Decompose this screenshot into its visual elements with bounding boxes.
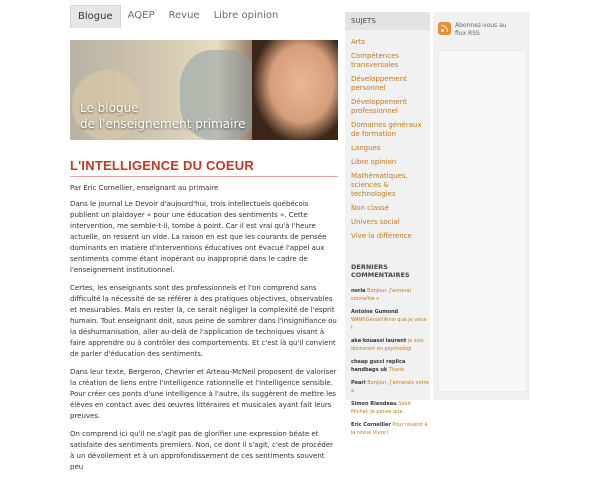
comment-excerpt[interactable]: je suis doctorant en psychologi [351, 338, 424, 352]
subject-link-libre-opinion[interactable]: Libre opinion [351, 158, 397, 166]
comment-author: Pearl [351, 380, 366, 386]
subject-link-vive-la-difference[interactable]: Vive la différence [351, 232, 412, 240]
main-nav [70, 5, 285, 27]
recent-comments-list [351, 287, 430, 437]
rss-subscribe[interactable] [438, 22, 515, 38]
subjects-heading: SUJETS [345, 12, 430, 30]
comment-author: noria [351, 288, 366, 294]
comments-heading: DERNIERS COMMENTAIRES [351, 263, 410, 279]
article-paragraph-4: On comprend ici qu'il ne s'agit pas de glorifier une expression béate et satisfaite des sentiments premiers. Non, ce dont il s'agit, c'est de procéder à un dévoilement et à un approfondissement de ces sentiments souvent peu [70, 430, 334, 471]
subject-link-non-classe[interactable]: Non classé [351, 204, 389, 212]
sidebar [345, 12, 430, 436]
nav-item-blogue[interactable]: Blogue [70, 5, 121, 28]
comment-item[interactable] [351, 358, 430, 374]
subject-link-dev-professionnel[interactable]: Développement professionnel [351, 98, 407, 115]
comment-item[interactable] [351, 379, 430, 395]
nav-item-aqep[interactable]: AQEP [127, 10, 155, 21]
article [70, 158, 338, 480]
subject-link-dev-personnel[interactable]: Développement personnel [351, 75, 407, 92]
comment-excerpt[interactable]: WAW!Génial!Ainsi que je veux t [351, 317, 427, 331]
banner-caption-line-1: Le blogue [80, 101, 139, 115]
comment-author: cheap gucci replica handbags uk [351, 359, 406, 373]
title-divider [70, 176, 338, 177]
nav-item-revue[interactable]: Revue [168, 10, 200, 21]
banner-caption [80, 100, 246, 132]
subject-link-competences[interactable]: Compétences transversales [351, 52, 400, 69]
rss-icon[interactable] [438, 22, 451, 35]
subjects-list [351, 38, 430, 241]
post-title[interactable]: L'INTELLIGENCE DU COEUR [70, 158, 254, 173]
comment-excerpt[interactable]: Salut Michel, Je pense que [351, 401, 412, 415]
subject-link-arts[interactable]: Arts [351, 38, 366, 46]
comment-excerpt[interactable]: Bonjour. J'aimerai connaître v [351, 288, 411, 302]
comment-excerpt[interactable]: Bonjour, J'aimerais votre a [351, 380, 429, 394]
comment-author: aka kouassi laurent [351, 338, 407, 344]
comment-excerpt[interactable]: Thank [388, 367, 405, 373]
comment-item[interactable] [351, 308, 430, 332]
header-banner[interactable] [70, 40, 338, 140]
article-paragraph-1: Dans le journal Le Devoir d'aujourd'hui, trois intellectuels québécois publient un plaidoyer « pour une éducation des sentiments ». Cette intervention, me semble-t-il, tombe à point. Car il est vrai qu'à l'heure actuelle, on ressent un vide. La raison en est que les courants de pensée dominants en matière d'interventions éducatives ont évacué l'appel aux sentiments comme étant inopérant ou inapproprié dans le cadre de l'enseignement institutionnel. [70, 200, 327, 274]
byline: Par Éric Cornellier, enseignant au primaire [70, 184, 219, 192]
comment-author: Antoine Gumond [351, 309, 399, 315]
comment-item[interactable] [351, 287, 430, 303]
rss-label[interactable]: Abonnez-vous au flux RSS [455, 22, 507, 37]
subject-link-langues[interactable]: Langues [351, 144, 381, 152]
article-paragraph-3: Dans leur texte, Bergeron, Chevrier et Arteau-McNeil proposent de valoriser la création de liens entre l'intelligence rationnelle et l'intelligence sensible. Pour créer ces ponts d'une intelligence à l'autre, ils suggèrent de mettre les élèves en contact avec des œuvres littéraires et musicales ayant fait leurs preuves. [70, 368, 337, 420]
comment-excerpt[interactable]: Pour revenir à la revue Vivre l [351, 422, 428, 436]
banner-caption-line-2: de l'enseignement primaire [80, 117, 246, 131]
widget-area [438, 50, 527, 392]
banner-photo-girl [252, 40, 338, 140]
comment-item[interactable] [351, 400, 430, 416]
subject-link-maths[interactable]: Mathématiques, sciences & technologies [351, 172, 408, 198]
subject-link-univers-social[interactable]: Univers social [351, 218, 400, 226]
right-column [433, 12, 530, 400]
article-paragraph-2: Certes, les enseignants sont des professionnels et l'on comprend sans difficulté la nécessité de se référer à des pratiques objectives, observables et mesurables. Mais en rester là, ce serait négliger la complexité de l'esprit humain. Tout enseignant doit, sous peine de sombrer dans l'insignifiance ou la déshumanisation, aller au-delà de l'application de techniques visant à faire apprendre ou à contrôler des comportements. Et c'est là qu'il convient de parler d'éducation des sentiments. [70, 284, 337, 358]
subject-link-domaines[interactable]: Domaines généraux de formation [351, 121, 422, 138]
comment-item[interactable] [351, 421, 430, 437]
comment-author: Simon Riendeau [351, 401, 397, 407]
comment-item[interactable] [351, 337, 430, 353]
comment-author: Eric Cornellier [351, 422, 391, 428]
nav-item-libre-opinion[interactable]: Libre opinion [213, 10, 279, 21]
